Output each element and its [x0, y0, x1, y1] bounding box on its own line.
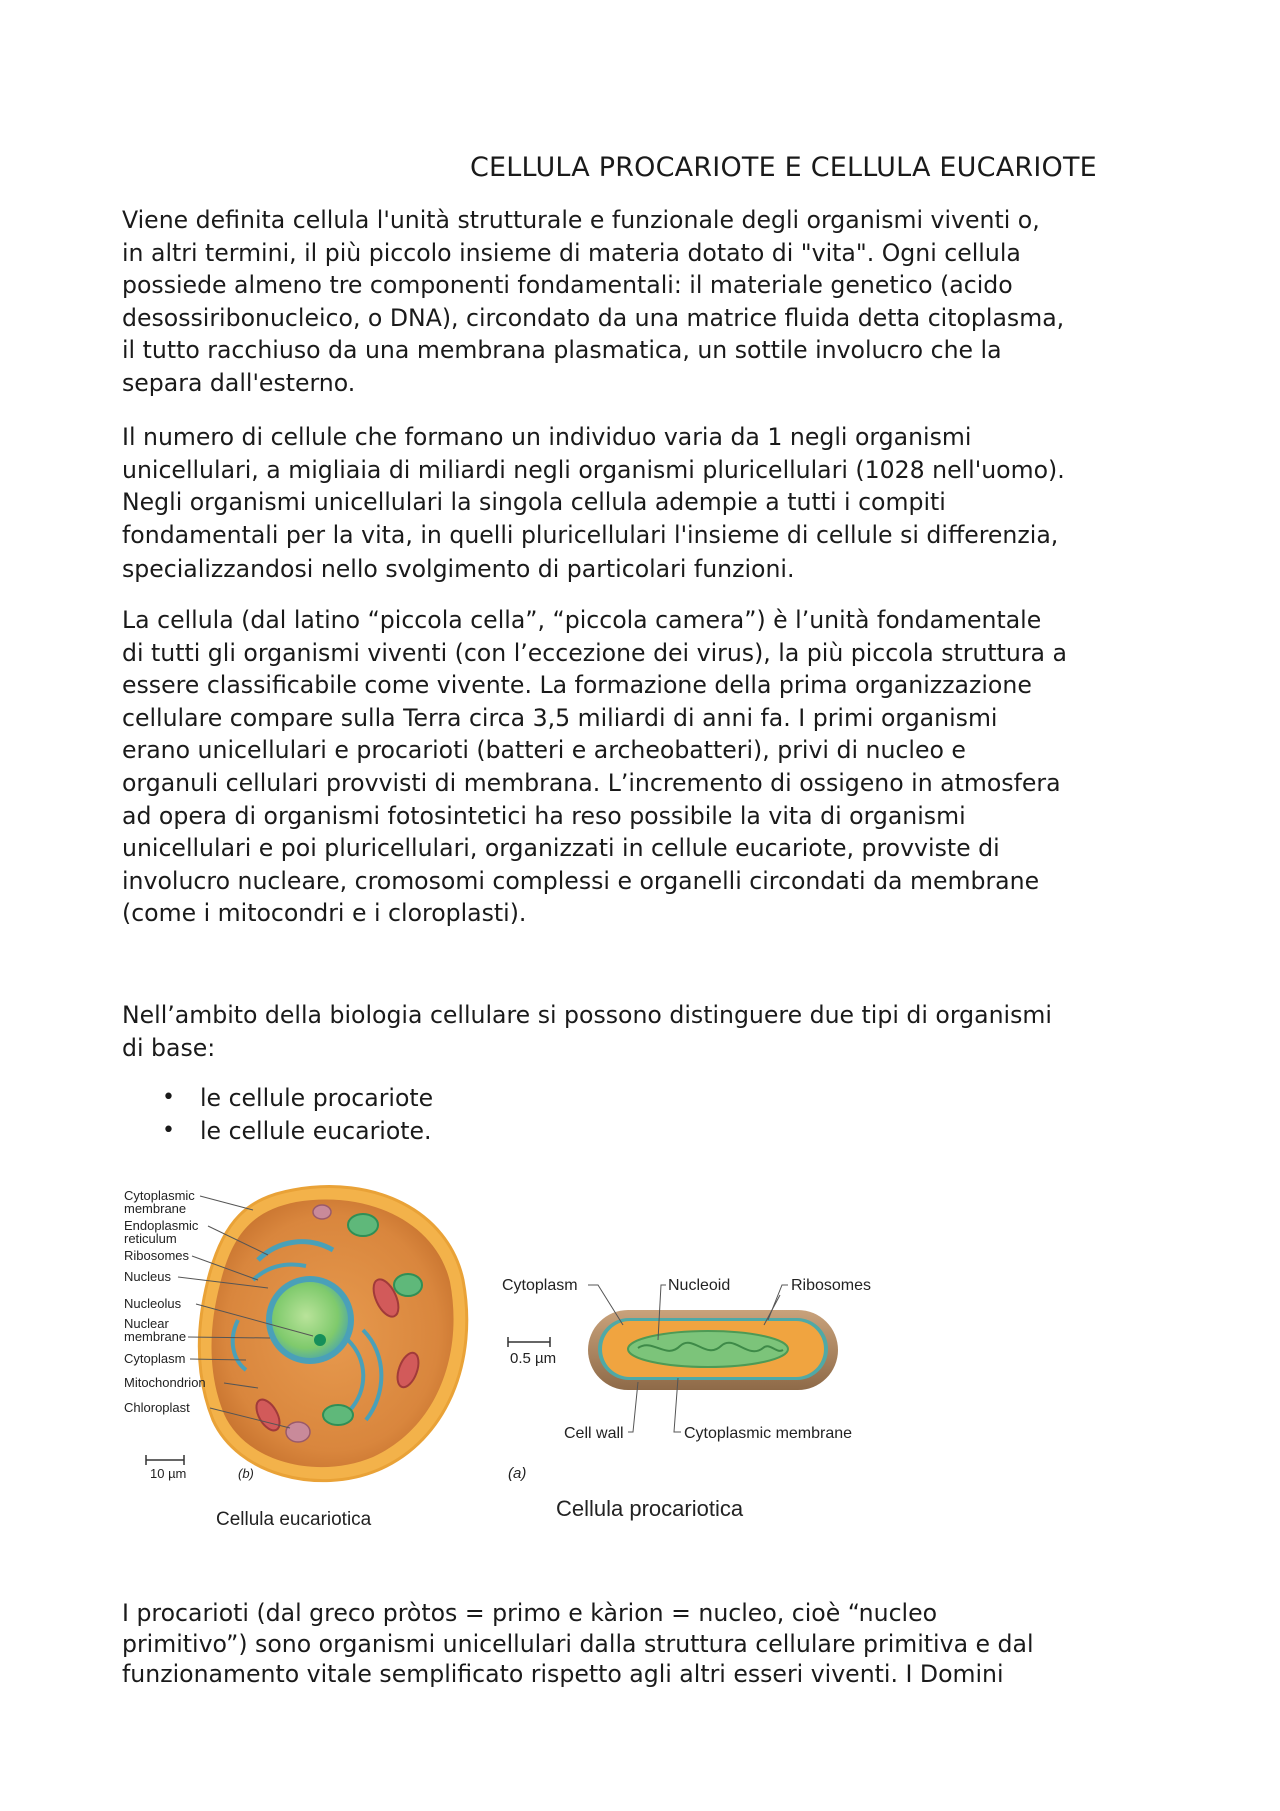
label-mitochondrion: Mitochondrion — [124, 1375, 206, 1390]
text-line: La cellula (dal latino “piccola cella”, “piccola camera”) è l’unità fondamentale — [122, 606, 1042, 634]
paragraph-1 — [122, 204, 1182, 400]
text-line: separa dall'esterno. — [122, 368, 356, 397]
text-line: involucro nucleare, cromosomi complessi e organelli circondati da membrane — [122, 866, 1040, 895]
paragraph-3 — [122, 604, 1182, 930]
text-line: unicellulari e poi pluricellulari, organizzati in cellule eucariote, provviste di — [122, 834, 1000, 863]
label-prok-cytoplasm: Cytoplasm — [502, 1277, 578, 1294]
eukaryote-caption: Cellula eucariotica — [216, 1509, 372, 1530]
list-item — [122, 1082, 433, 1115]
text-line: primitivo”) sono organismi unicellulari dalla struttura cellulare primitiva e dal — [122, 1629, 1034, 1658]
paragraph-5 — [122, 1597, 1182, 1691]
eukaryotic-cell-drawing — [199, 1187, 467, 1481]
text-line: Viene definita cellula l'unità strutturale e funzionale degli organismi viventi o, — [122, 206, 1040, 234]
bullet-icon: • — [162, 1085, 175, 1110]
list-item-label: le cellule eucariote. — [200, 1116, 432, 1145]
text-line: organuli cellulari provvisti di membrana. L’incremento di ossigeno in atmosfera — [122, 768, 1061, 797]
text-line: ad opera di organismi fotosintetici ha reso possibile la vita di organismi — [122, 801, 966, 830]
label-chloroplast: Chloroplast — [124, 1400, 190, 1415]
label-reticulum: reticulum — [124, 1231, 177, 1246]
label-nucleoid: Nucleoid — [668, 1277, 731, 1294]
text-line: essere classificabile come vivente. La formazione della prima organizzazione — [122, 671, 1032, 700]
eukaryote-label-group — [124, 1188, 206, 1415]
text-line: funzionamento vitale semplificato rispetto agli altri esseri viventi. I Domini — [122, 1660, 1004, 1689]
prokaryotic-cell-drawing — [588, 1310, 838, 1390]
label-nucleolus: Nucleolus — [124, 1296, 182, 1311]
label-prok-ribosomes: Ribosomes — [791, 1277, 872, 1294]
bullet-icon: • — [162, 1117, 175, 1143]
eukaryote-scale-label: 10 µm — [150, 1466, 187, 1481]
cell-comparison-figure — [118, 1170, 918, 1540]
prokaryote-caption: Cellula procariotica — [556, 1496, 744, 1521]
eukaryote-panel-label: (b) — [238, 1466, 254, 1481]
label-nuclear: Nuclear — [124, 1316, 169, 1331]
bullet-list — [122, 1082, 433, 1147]
list-item-label: le cellule procariote — [200, 1084, 434, 1112]
text-line: Nell’ambito della biologia cellulare si possono distinguere due tipi di organismi — [122, 1001, 1052, 1029]
cell-diagrams — [118, 1170, 918, 1540]
paragraph-2 — [122, 421, 1182, 586]
text-line: desossiribonucleico, o DNA), circondato da una matrice fluida detta citoplasma, — [122, 303, 1065, 332]
text-line: Negli organismi unicellulari la singola cellula adempie a tutti i compiti — [122, 488, 946, 517]
text-line: in altri termini, il più piccolo insieme di materia dotato di "vita". Ogni cellula — [122, 238, 1021, 267]
paragraph-4 — [122, 999, 1182, 1064]
text-line: di base: — [122, 1033, 216, 1062]
text-line: erano unicellulari e procarioti (batteri e archeobatteri), privi di nucleo e — [122, 736, 966, 765]
label-cytoplasmic-membrane: Cytoplasmic membrane — [684, 1425, 853, 1442]
list-item — [122, 1115, 433, 1148]
label-membrane: membrane — [124, 1201, 187, 1216]
text-line: il tutto racchiuso da una membrana plasmatica, un sottile involucro che la — [122, 336, 1002, 365]
label-cytoplasmic: Cytoplasmic — [124, 1188, 195, 1203]
text-line: (come i mitocondri e i cloroplasti). — [122, 899, 527, 928]
text-line: Il numero di cellule che formano un individuo varia da 1 negli organismi — [122, 423, 972, 451]
text-line: di tutti gli organismi viventi (con l’eccezione dei virus), la più piccola struttura a — [122, 638, 1067, 667]
label-nucleus: Nucleus — [124, 1269, 171, 1284]
prokaryote-panel-label: (a) — [508, 1465, 527, 1482]
text-line: possiede almeno tre componenti fondamentali: il materiale genetico (acido — [122, 271, 1013, 300]
text-line: specializzandosi nello svolgimento di particolari funzioni. — [122, 555, 795, 584]
text-line: I procarioti (dal greco pròtos = primo e kàrion = nucleo, cioè “nucleo — [122, 1599, 938, 1627]
text-line: cellulare compare sulla Terra circa 3,5 miliardi di anni fa. I primi organismi — [122, 703, 998, 732]
text-line: unicellulari, a migliaia di miliardi negli organismi pluricellulari (1028 nell'uomo). — [122, 455, 1065, 484]
label-cytoplasm: Cytoplasm — [124, 1351, 186, 1366]
label-ribosomes: Ribosomes — [124, 1248, 190, 1263]
page-title: CELLULA PROCARIOTE E CELLULA EUCARIOTE — [470, 152, 1097, 183]
label-nuclear-membrane: membrane — [124, 1329, 187, 1344]
prokaryote-scale-bar — [508, 1337, 556, 1367]
text-line: fondamentali per la vita, in quelli pluricellulari l'insieme di cellule si differenzia, — [122, 520, 1059, 549]
prokaryote-scale-label: 0.5 µm — [510, 1350, 557, 1367]
eukaryote-scale-bar — [146, 1455, 186, 1481]
label-endoplasmic: Endoplasmic — [124, 1218, 199, 1233]
label-cell-wall: Cell wall — [564, 1425, 624, 1442]
